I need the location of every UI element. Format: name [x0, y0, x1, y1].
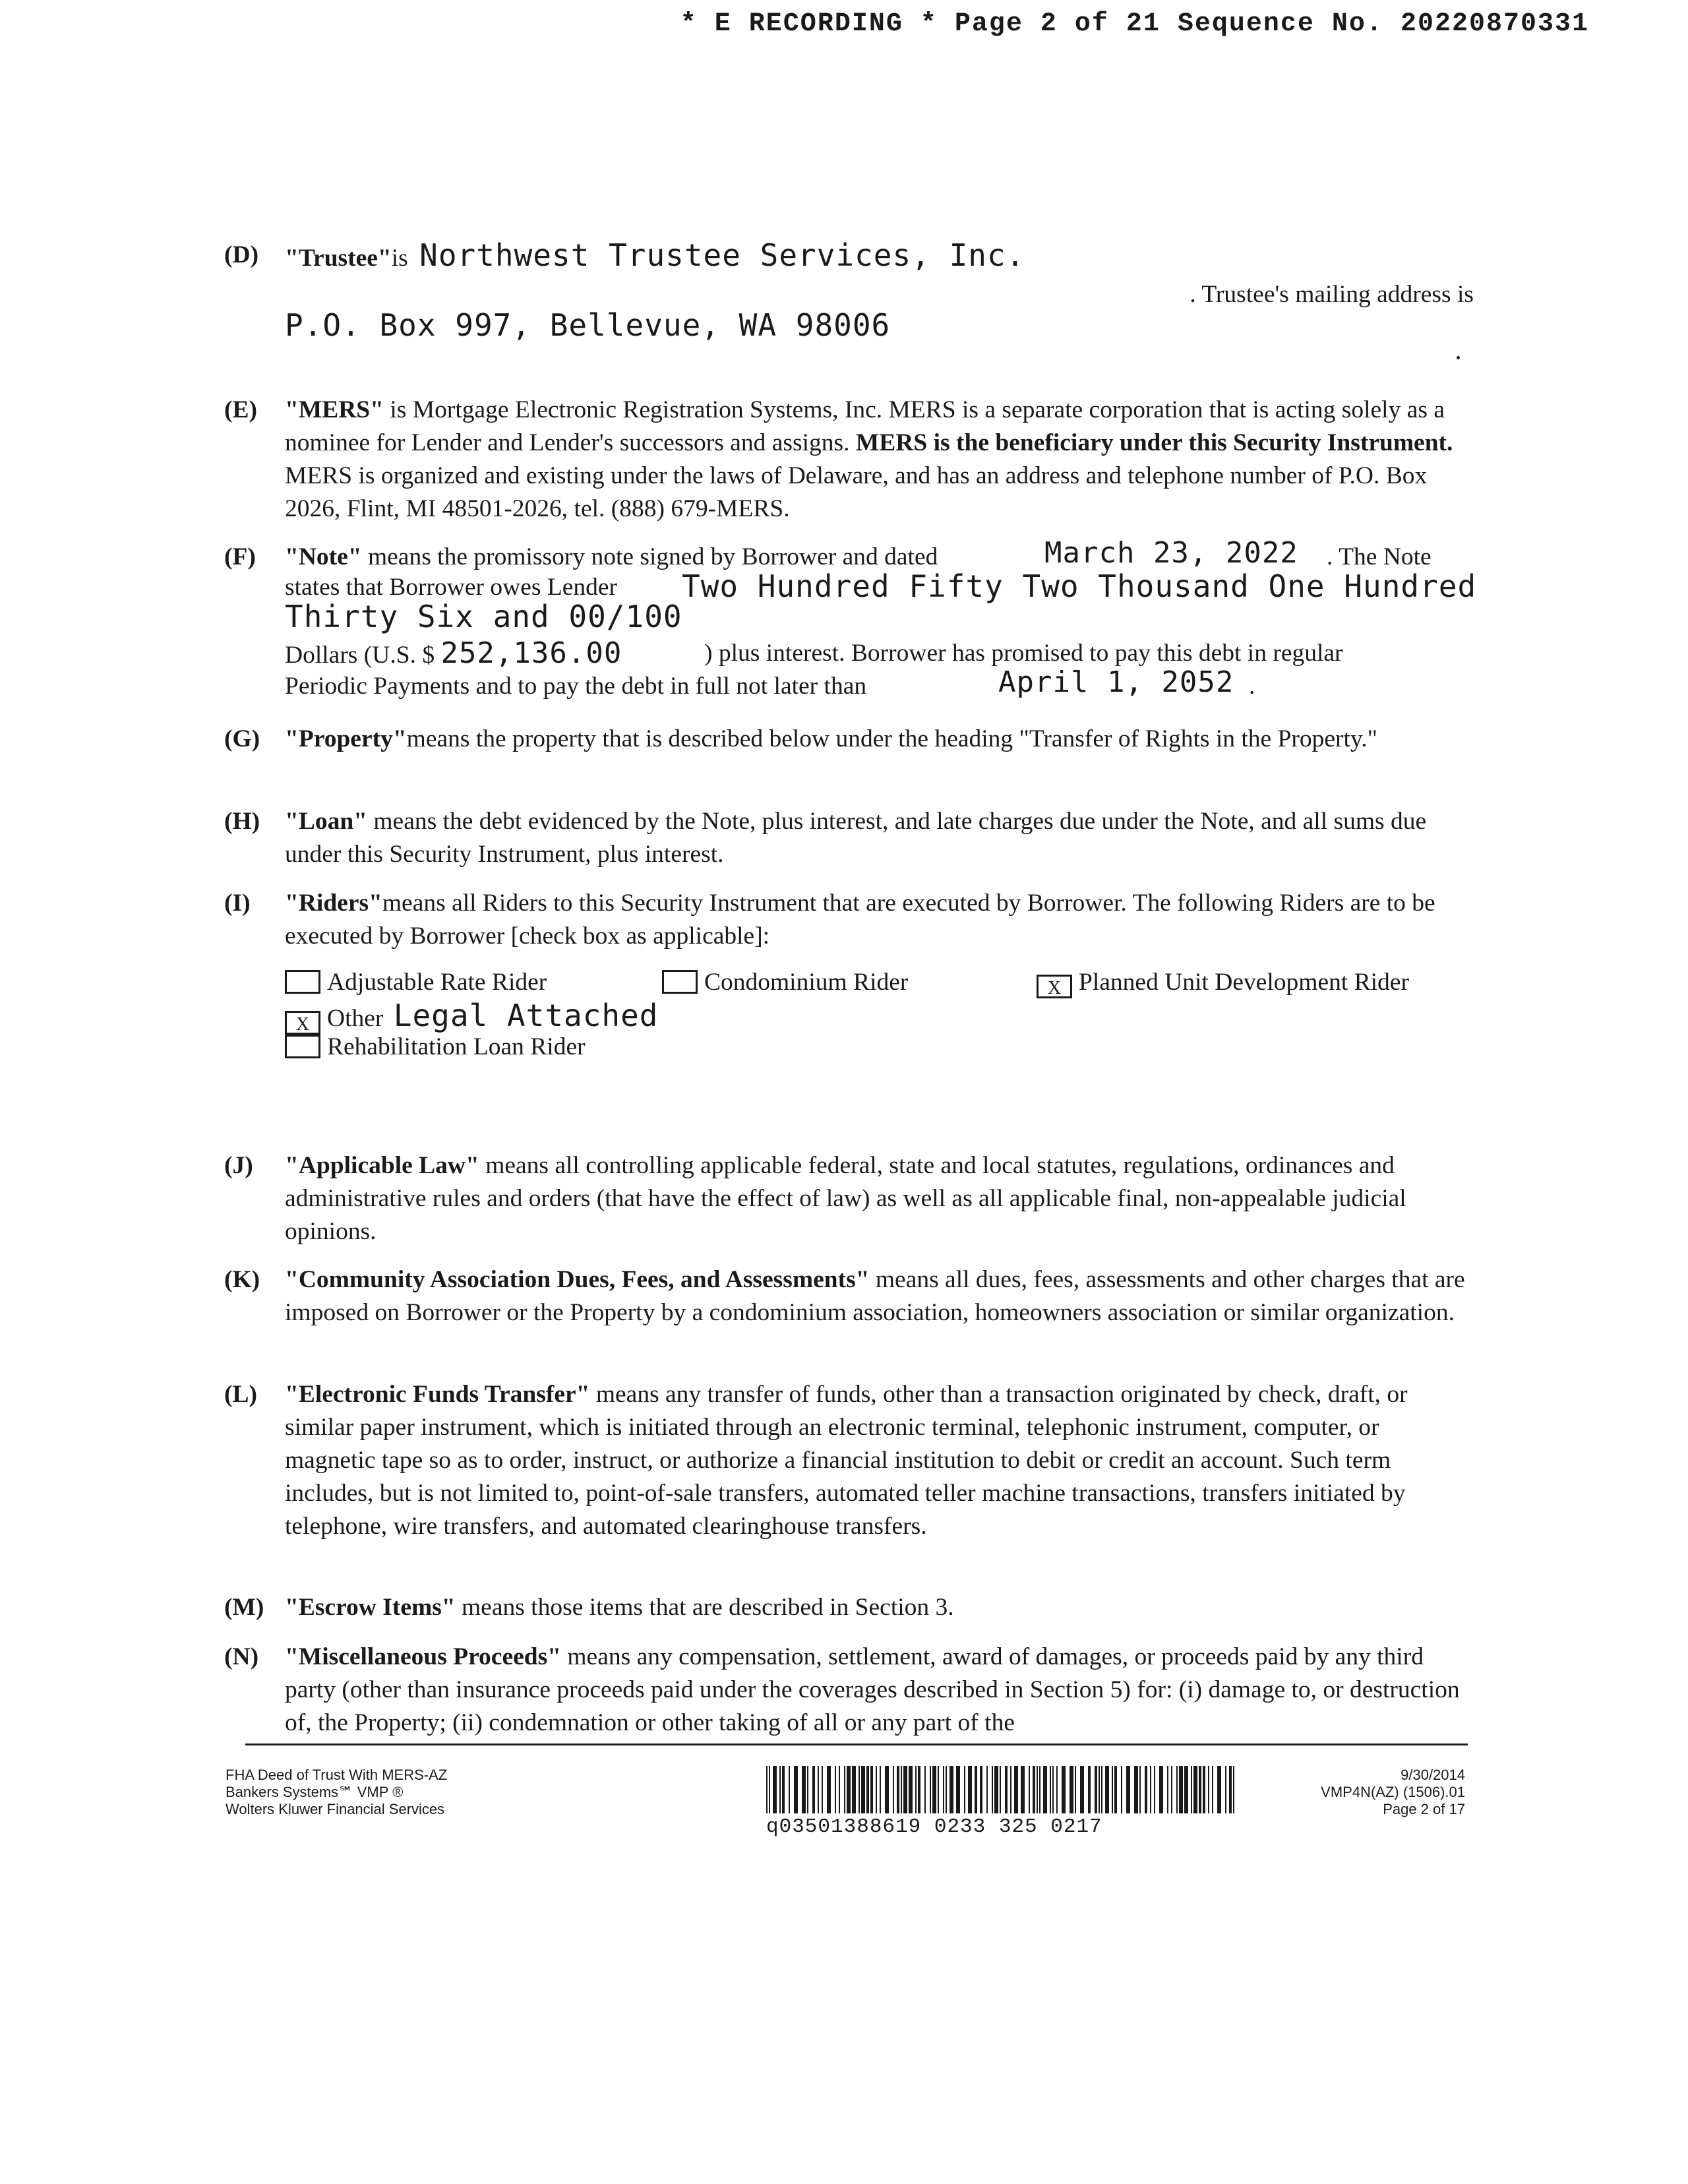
barcode-bar	[1056, 1766, 1058, 1813]
barcode-bar	[1208, 1766, 1209, 1813]
barcode-bar	[943, 1766, 944, 1813]
barcode-bar	[1080, 1766, 1084, 1813]
definition-text: means the property that is described below under the heading "Transfer of Rights in the Property."	[406, 725, 1377, 752]
section-letter: (F)	[224, 543, 256, 570]
barcode-bar	[1099, 1766, 1100, 1813]
barcode-bar	[1203, 1766, 1205, 1813]
barcode-bar	[1229, 1766, 1232, 1813]
barcode-bar	[880, 1766, 881, 1813]
stray-mark	[1457, 356, 1460, 359]
rider-other-value: Legal Attached	[393, 998, 659, 1033]
rider-label: Rehabilitation Loan Rider	[327, 1033, 586, 1060]
barcode-bar	[1154, 1766, 1155, 1813]
rider-adjustable-rate	[285, 966, 547, 999]
barcode-bar	[789, 1766, 790, 1813]
rider-label: Other	[327, 1005, 384, 1032]
barcode-bar	[1033, 1766, 1035, 1813]
barcode-bar	[1095, 1766, 1097, 1813]
definition-text: means those items that are described in Section 3.	[455, 1594, 954, 1621]
barcode-bar	[1105, 1766, 1109, 1813]
barcode-bar	[861, 1766, 865, 1813]
barcode-bar	[946, 1766, 947, 1813]
barcode-bar	[773, 1766, 777, 1813]
defined-term: "MERS"	[285, 396, 384, 423]
barcode-bar	[1159, 1766, 1163, 1813]
section-letter: (L)	[224, 1381, 257, 1408]
barcode-bar	[835, 1766, 836, 1813]
static-text: is	[391, 245, 408, 272]
barcode-image	[766, 1766, 1236, 1813]
defined-term: "Community Association Dues, Fees, and Assessments"	[285, 1266, 870, 1293]
barcode-bar	[766, 1766, 768, 1813]
definition-text: .	[1249, 673, 1255, 700]
section-letter: (G)	[224, 725, 260, 752]
definition-text: means any transfer of funds, other than a transaction originated by check, draft, or similar paper instrument, which is initiated through an electronic terminal, telephonic instrument, computer, or magnetic tape so as to order, instruct, or authorize a financial institution to debit or credit an account. Such term includes, but is not limited to, point-of-sale transfers, automated teller machine transactions, transfers initiated by telephone, wire transfers, and automated clearinghouse transfers.	[285, 1381, 1408, 1540]
rider-checkbox[interactable]	[285, 970, 320, 994]
barcode-bar	[794, 1766, 798, 1813]
barcode-bar	[827, 1766, 831, 1813]
barcode-bar	[968, 1766, 972, 1813]
barcode-bar	[1193, 1766, 1197, 1813]
section-l	[224, 1378, 1474, 1543]
defined-term: "Electronic Funds Transfer"	[285, 1381, 590, 1408]
rider-planned-unit	[1037, 966, 1409, 999]
form-code: VMP4N(AZ) (1506).01	[1321, 1784, 1465, 1800]
trustee-name: Northwest Trustee Services, Inc.	[419, 237, 1025, 273]
barcode-bar	[918, 1766, 920, 1813]
rider-checkbox[interactable]	[662, 970, 698, 994]
loan-amount: 252,136.00	[440, 636, 622, 670]
section-letter: (J)	[224, 1152, 253, 1179]
definition-text: means all controlling applicable federal, state and local statutes, regulations, ordinances and administrative rules and orders (that have the effect of law) as well as all applicable final, non-appealable judicial opinions.	[285, 1152, 1406, 1245]
barcode-bar	[876, 1766, 877, 1813]
section-j	[224, 1149, 1474, 1248]
footer-rule	[245, 1744, 1468, 1745]
definition-text: means all dues, fees, assessments and other charges that are imposed on Borrower or the Property by a condominium association, homeowners association or similar organization.	[285, 1266, 1465, 1326]
barcode-bar	[903, 1766, 907, 1813]
barcode-bar	[859, 1766, 860, 1813]
barcode-bar	[1225, 1766, 1226, 1813]
barcode-bar	[1037, 1766, 1038, 1813]
barcode-bar	[769, 1766, 770, 1813]
barcode-bar	[1139, 1766, 1141, 1813]
barcode-bar	[844, 1766, 845, 1813]
form-company: Wolters Kluwer Financial Services	[226, 1801, 445, 1817]
barcode-bar	[822, 1766, 823, 1813]
barcode-bar	[930, 1766, 931, 1813]
defined-term: "Riders"	[285, 890, 382, 917]
defined-term: "Note"	[285, 543, 362, 570]
form-publisher: Bankers Systems℠ VMP ®	[226, 1784, 404, 1800]
barcode-bar	[956, 1766, 960, 1813]
barcode-bar	[994, 1766, 998, 1813]
defined-term: "Loan"	[285, 808, 368, 835]
barcode-bar	[1088, 1766, 1091, 1813]
definition-text: Periodic Payments and to pay the debt in full not later than	[285, 673, 867, 700]
barcode-bar	[1217, 1766, 1221, 1813]
barcode-bar	[852, 1766, 856, 1813]
barcode-bar	[992, 1766, 993, 1813]
barcode-bar	[986, 1766, 988, 1813]
recording-header: * E RECORDING * Page 2 of 21 Sequence No. 20220870331	[680, 9, 1589, 39]
section-letter: (D)	[224, 241, 259, 268]
barcode-bar	[1179, 1766, 1183, 1813]
loan-amount-words-2: Thirty Six and 00/100	[285, 599, 682, 634]
barcode-bar	[1114, 1766, 1117, 1813]
definition-text: is Mortgage Electronic Registration Systems, Inc. MERS is a separate corporation that is acting solely as a nominee for Lender and Lender's successors and assigns.	[285, 396, 1445, 456]
barcode-bar	[818, 1766, 819, 1813]
barcode-bar	[1075, 1766, 1076, 1813]
barcode-bar	[975, 1766, 977, 1813]
section-f	[224, 536, 1477, 712]
definition-text: means the promissory note signed by Borrower and dated	[361, 543, 938, 570]
barcode-bar	[866, 1766, 869, 1813]
rider-rehabilitation	[285, 1031, 586, 1064]
barcode-bar	[1212, 1766, 1213, 1813]
section-m	[224, 1591, 1474, 1624]
barcode-bar	[980, 1766, 982, 1813]
barcode-bar	[1021, 1766, 1025, 1813]
form-date: 9/30/2014	[1401, 1767, 1465, 1783]
defined-term: "Trustee"	[285, 245, 392, 272]
definition-text: . The Note	[1327, 543, 1432, 570]
bold-statement: MERS is the beneficiary under this Security Instrument.	[855, 429, 1453, 456]
barcode-bar	[1043, 1766, 1047, 1813]
barcode-bar	[1050, 1766, 1051, 1813]
section-letter: (M)	[224, 1594, 264, 1621]
definition-text: means all Riders to this Security Instrument that are executed by Borrower. The following Riders are to be executed by Borrower [check box as applicable]:	[285, 890, 1435, 950]
barcode-bar	[1010, 1766, 1011, 1813]
barcode-bar	[924, 1766, 926, 1813]
definition-text: Dollars (U.S. $	[285, 642, 441, 669]
section-letter: (K)	[224, 1266, 260, 1293]
barcode-bar	[1184, 1766, 1188, 1813]
barcode-bar	[1134, 1766, 1138, 1813]
barcode-bar	[901, 1766, 902, 1813]
defined-term: "Escrow Items"	[285, 1594, 456, 1621]
barcode-bar	[909, 1766, 913, 1813]
rider-other	[285, 999, 659, 1035]
section-letter: (N)	[224, 1643, 259, 1670]
definition-text: states that Borrower owes Lender	[285, 574, 617, 601]
barcode-bar	[915, 1766, 917, 1813]
section-g	[224, 723, 1474, 756]
definition-text: ) plus interest. Borrower has promised to pay this debt in regular	[704, 640, 1343, 667]
barcode-bar	[870, 1766, 873, 1813]
rider-label: Condominium Rider	[704, 969, 909, 996]
section-letter: (E)	[224, 396, 257, 423]
loan-amount-words-1: Two Hundred Fifty Two Thousand One Hundred	[682, 568, 1477, 604]
rider-checkbox[interactable]: X	[285, 1011, 320, 1035]
barcode-bar	[807, 1766, 808, 1813]
barcode-bar	[1039, 1766, 1040, 1813]
rider-label: Adjustable Rate Rider	[327, 969, 547, 996]
barcode-bar	[1070, 1766, 1073, 1813]
barcode-bar	[1029, 1766, 1030, 1813]
definition-text: MERS is organized and existing under the laws of Delaware, and has an address and telephone number of P.O. Box 2026, Flint, MI 48501-2026, tel. (888) 679-MERS.	[285, 462, 1428, 522]
barcode-bar	[964, 1766, 965, 1813]
barcode-bar	[847, 1766, 851, 1813]
barcode-bar	[932, 1766, 936, 1813]
rider-checkbox[interactable]: X	[1037, 975, 1072, 998]
definition-text: means any compensation, settlement, award of damages, or proceeds paid by any third party (other than insurance proceeds paid under the coverages described in Section 5) for: (i) damage to, or destruction of, the Property; (ii) condemnation or other taking of all or any part of the	[285, 1643, 1460, 1736]
barcode-bar	[1112, 1766, 1113, 1813]
barcode-bar	[1014, 1766, 1018, 1813]
barcode-bar	[1101, 1766, 1102, 1813]
footer-form-meta	[1321, 1767, 1465, 1818]
barcode-bar	[897, 1766, 899, 1813]
barcode-bar	[1176, 1766, 1178, 1813]
defined-term: "Applicable Law"	[285, 1152, 479, 1179]
barcode-bar	[1000, 1766, 1001, 1813]
rider-checkbox[interactable]	[285, 1035, 320, 1058]
barcode-bar	[839, 1766, 840, 1813]
footer-form-info	[226, 1767, 447, 1818]
barcode-number: q03501388619 0233 325 0217	[766, 1815, 1102, 1838]
barcode-bar	[782, 1766, 785, 1813]
section-d	[224, 237, 1474, 343]
barcode-bar	[1171, 1766, 1172, 1813]
barcode-bar	[893, 1766, 894, 1813]
barcode-bar	[1199, 1766, 1201, 1813]
mailing-address-label: . Trustee's mailing address is	[1190, 281, 1474, 308]
barcode-bar	[1191, 1766, 1192, 1813]
rider-label: Planned Unit Development Rider	[1079, 969, 1409, 996]
rider-condominium	[662, 966, 908, 999]
barcode-bar	[1145, 1766, 1147, 1813]
section-e	[224, 394, 1474, 526]
barcode-bar	[812, 1766, 815, 1813]
section-n	[224, 1641, 1474, 1740]
section-h	[224, 805, 1474, 871]
section-k	[224, 1263, 1474, 1329]
barcode-bar	[1150, 1766, 1151, 1813]
barcode-bar	[802, 1766, 806, 1813]
note-date: March 23, 2022	[1044, 536, 1298, 570]
barcode-bar	[1126, 1766, 1130, 1813]
barcode-bar	[1062, 1766, 1066, 1813]
barcode-bar	[1121, 1766, 1122, 1813]
barcode-bar	[1005, 1766, 1008, 1813]
barcode-bar	[885, 1766, 889, 1813]
section-letter: (I)	[224, 890, 251, 917]
maturity-date: April 1, 2052	[998, 665, 1234, 699]
section-letter: (H)	[224, 808, 260, 835]
barcode-bar	[1052, 1766, 1054, 1813]
barcode-bar	[938, 1766, 939, 1813]
defined-term: "Miscellaneous Proceeds"	[285, 1643, 562, 1670]
form-title: FHA Deed of Trust With MERS-AZ	[226, 1767, 448, 1783]
barcode-bar	[950, 1766, 953, 1813]
barcode-bar	[1167, 1766, 1168, 1813]
barcode-bar	[1233, 1766, 1234, 1813]
definition-text: means the debt evidenced by the Note, plus interest, and late charges due under the Note, and all sums due under this Security Instrument, plus interest.	[285, 808, 1427, 868]
barcode-bar	[779, 1766, 781, 1813]
defined-term: "Property"	[285, 725, 407, 752]
trustee-address: P.O. Box 997, Bellevue, WA 98006	[285, 307, 891, 343]
section-i	[224, 887, 1474, 1064]
form-page: Page 2 of 17	[1383, 1801, 1465, 1817]
